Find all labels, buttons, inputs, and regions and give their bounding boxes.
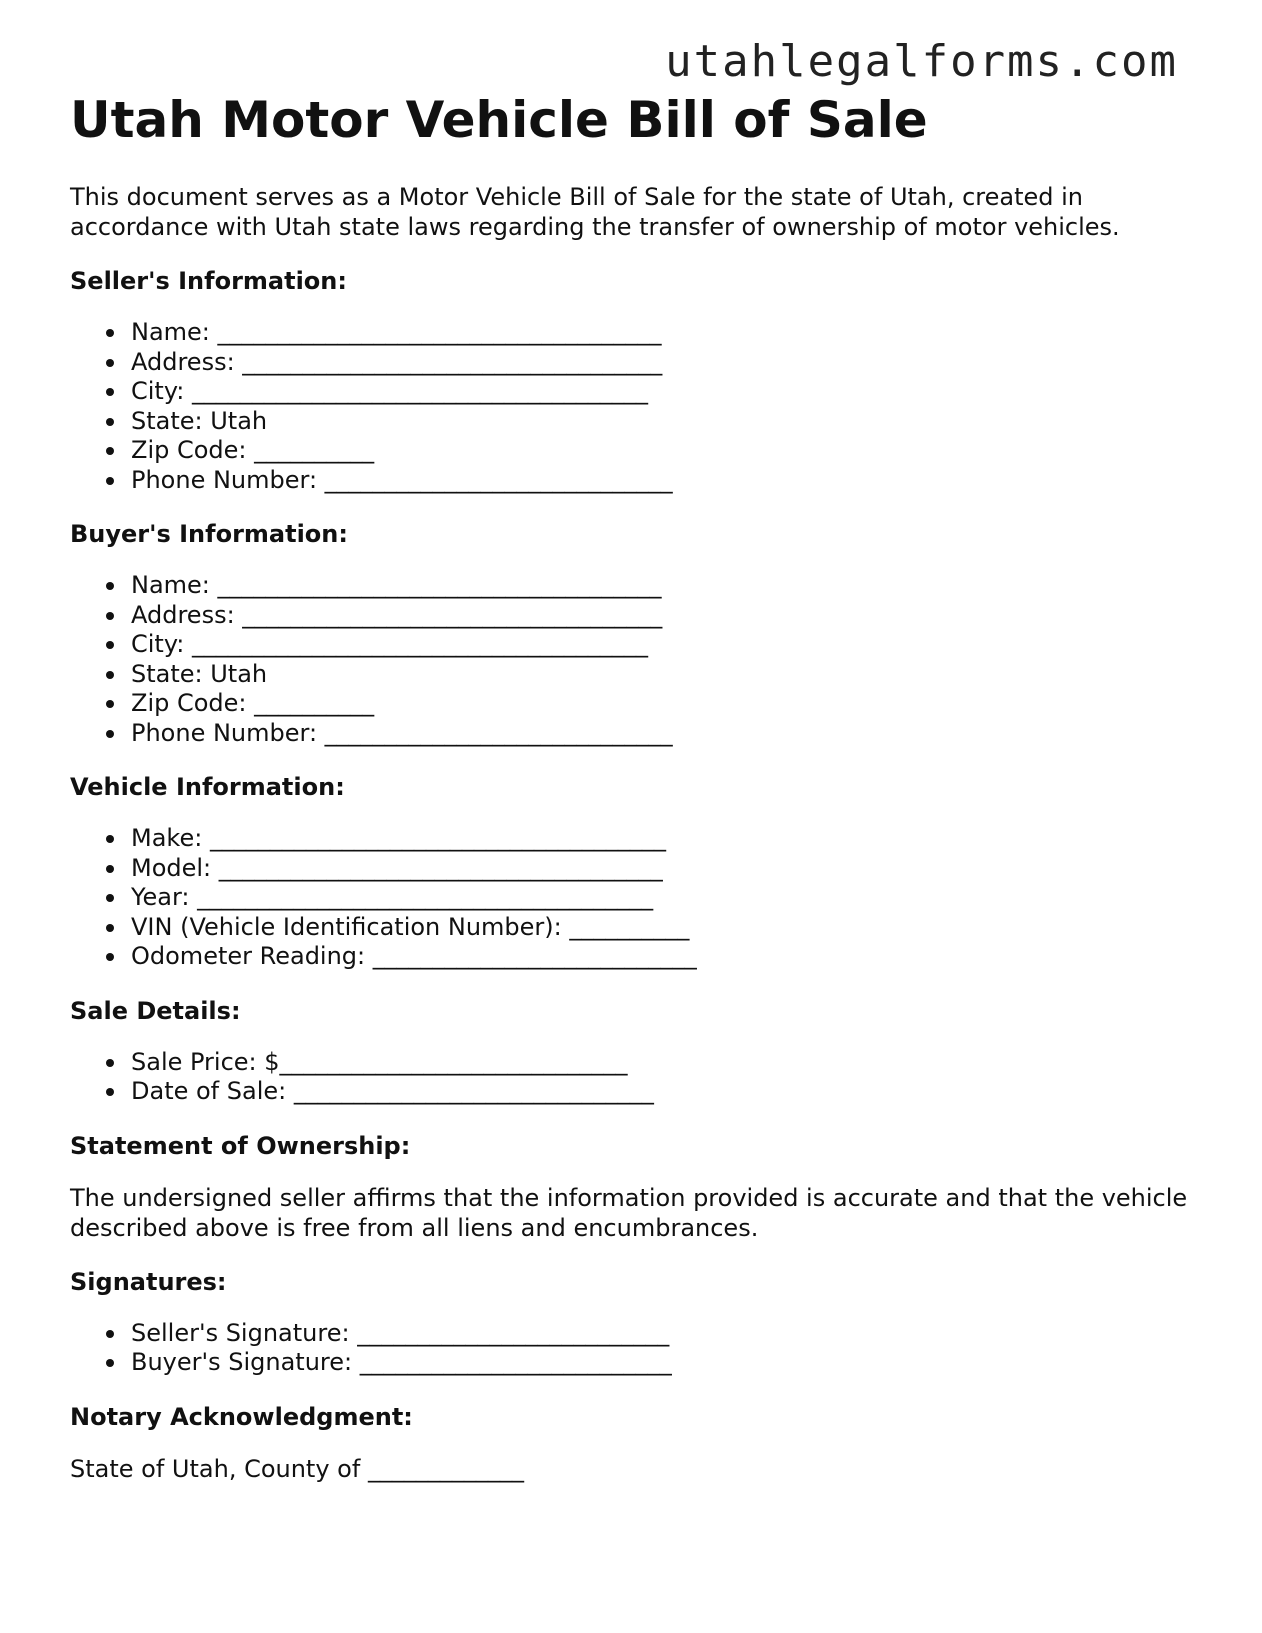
buyer-state-field: State: Utah	[131, 660, 1200, 690]
notary-heading: Notary Acknowledgment:	[70, 1402, 413, 1431]
buyer-city-field: City: ______________________________________	[131, 630, 1200, 660]
seller-phone-field: Phone Number: _____________________________	[131, 466, 1200, 496]
seller-zip-field: Zip Code: __________	[131, 436, 1200, 466]
vehicle-heading: Vehicle Information:	[70, 773, 345, 801]
buyer-info-list	[70, 571, 1200, 748]
vehicle-year-field: Year: ______________________________________	[131, 883, 1200, 913]
signatures-list	[70, 1319, 1200, 1378]
buyer-name-field: Name: _____________________________________	[131, 571, 1200, 601]
buyer-signature-field: Buyer's Signature: __________________________	[131, 1348, 1200, 1378]
buyer-address-field: Address: ___________________________________	[131, 601, 1200, 631]
vehicle-vin-field: VIN (Vehicle Identification Number): __________	[131, 913, 1200, 943]
seller-signature-field: Seller's Signature: __________________________	[131, 1319, 1200, 1349]
seller-city-field: City: ______________________________________	[131, 377, 1200, 407]
vehicle-make-field: Make: ______________________________________	[131, 824, 1200, 854]
sale-date-field: Date of Sale: ______________________________	[131, 1077, 1200, 1107]
seller-heading: Seller's Information:	[70, 267, 347, 295]
ownership-statement: The undersigned seller affirms that the information provided is accurate and that the vehicle described above is free from all liens and encumbrances.	[70, 1183, 1188, 1242]
vehicle-info-list	[70, 824, 1200, 972]
seller-address-field: Address: ___________________________________	[131, 348, 1200, 378]
seller-state-field: State: Utah	[131, 407, 1200, 437]
sale-price-field: Sale Price: $_____________________________	[131, 1048, 1200, 1078]
intro-paragraph: This document serves as a Motor Vehicle Bill of Sale for the state of Utah, created in accordance with Utah state laws regarding the transfer of ownership of motor vehicles.	[70, 183, 1120, 241]
buyer-heading: Buyer's Information:	[70, 520, 348, 548]
site-watermark: utahlegalforms.com	[665, 36, 1178, 87]
page-title: Utah Motor Vehicle Bill of Sale	[70, 91, 928, 149]
buyer-zip-field: Zip Code: __________	[131, 689, 1200, 719]
vehicle-model-field: Model: _____________________________________	[131, 854, 1200, 884]
vehicle-odometer-field: Odometer Reading: ___________________________	[131, 942, 1200, 972]
sale-details-list	[70, 1048, 1200, 1107]
seller-name-field: Name: _____________________________________	[131, 318, 1200, 348]
buyer-phone-field: Phone Number: _____________________________	[131, 719, 1200, 749]
sale-heading: Sale Details:	[70, 996, 241, 1025]
notary-county-line: State of Utah, County of _____________	[70, 1454, 524, 1483]
signatures-heading: Signatures:	[70, 1267, 227, 1296]
document-body	[70, 88, 1200, 1484]
ownership-heading: Statement of Ownership:	[70, 1131, 411, 1160]
seller-info-list	[70, 318, 1200, 495]
